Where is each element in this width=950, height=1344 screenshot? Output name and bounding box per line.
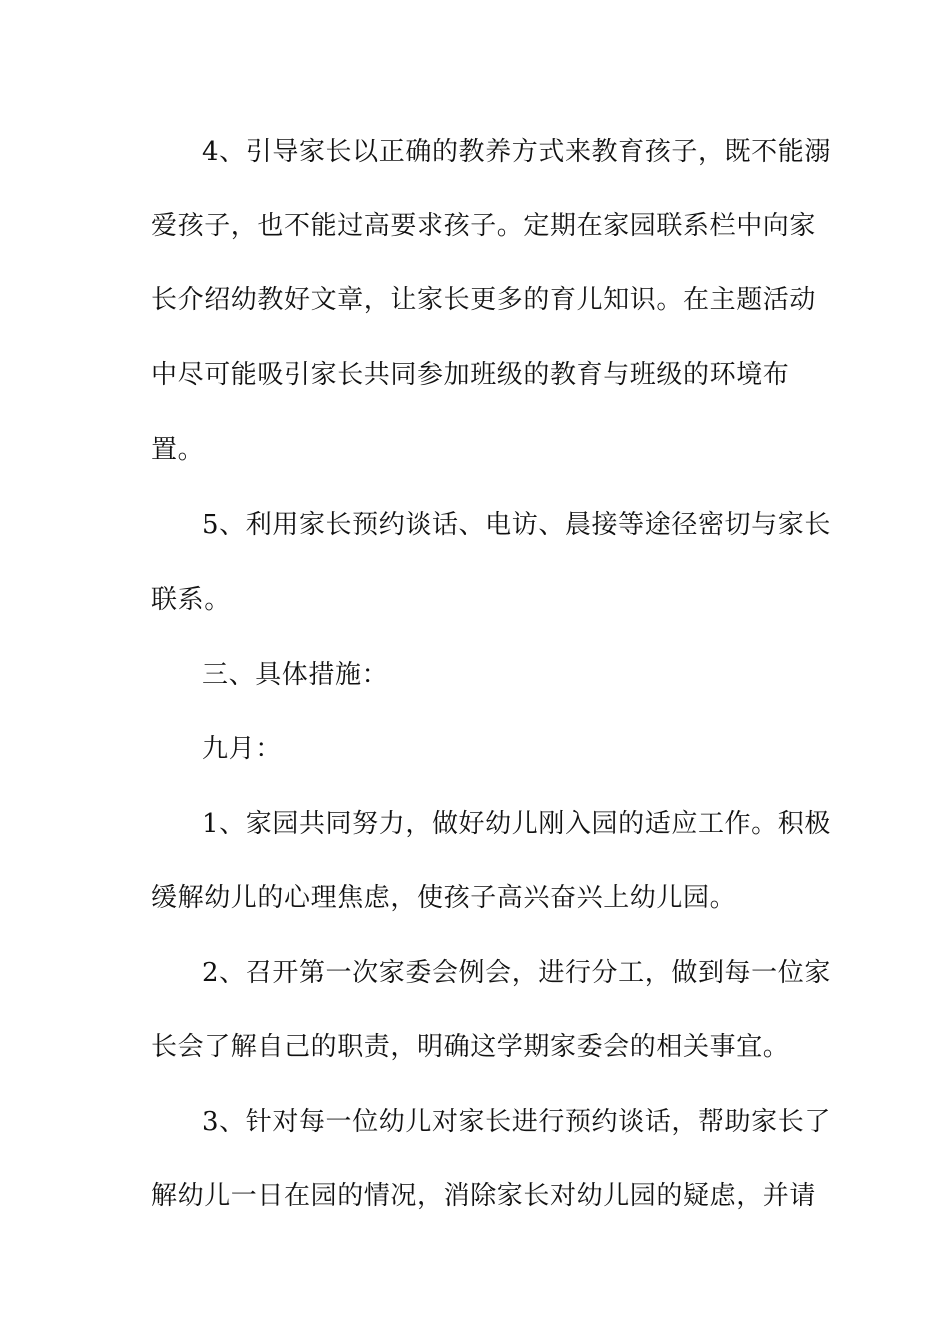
item-3-line-2: 解幼儿一日在园的情况，消除家长对幼儿园的疑虑，并请 — [151, 1181, 817, 1211]
section-heading: 三、具体措施： — [202, 660, 389, 690]
item-1-line-2: 缓解幼儿的心理焦虑，使孩子高兴奋兴上幼儿园。 — [151, 883, 737, 913]
paragraph-4-line-5: 置。 — [151, 435, 205, 465]
paragraph-4-line-4: 中尽可能吸引家长共同参加班级的教育与班级的环境布 — [151, 360, 790, 390]
paragraph-4-line-3: 长介绍幼教好文章，让家长更多的育儿知识。在主题活动 — [151, 285, 817, 315]
item-3-line-1: 3、针对每一位幼儿对家长进行预约谈话，帮助家长了 — [202, 1107, 831, 1137]
item-2-line-1: 2、召开第一次家委会例会，进行分工，做到每一位家 — [202, 958, 831, 988]
paragraph-4-line-2: 爱孩子，也不能过高要求孩子。定期在家园联系栏中向家 — [151, 211, 817, 241]
paragraph-5-line-1: 5、利用家长预约谈话、电访、晨接等途径密切与家长 — [202, 510, 831, 540]
paragraph-4-line-1: 4、引导家长以正确的教养方式来教育孩子，既不能溺 — [202, 137, 831, 167]
paragraph-5-line-2: 联系。 — [151, 585, 231, 615]
item-1-line-1: 1、家园共同努力，做好幼儿刚入园的适应工作。积极 — [202, 809, 831, 839]
item-2-line-2: 长会了解自己的职责，明确这学期家委会的相关事宜。 — [151, 1032, 790, 1062]
month-heading: 九月： — [202, 734, 282, 764]
